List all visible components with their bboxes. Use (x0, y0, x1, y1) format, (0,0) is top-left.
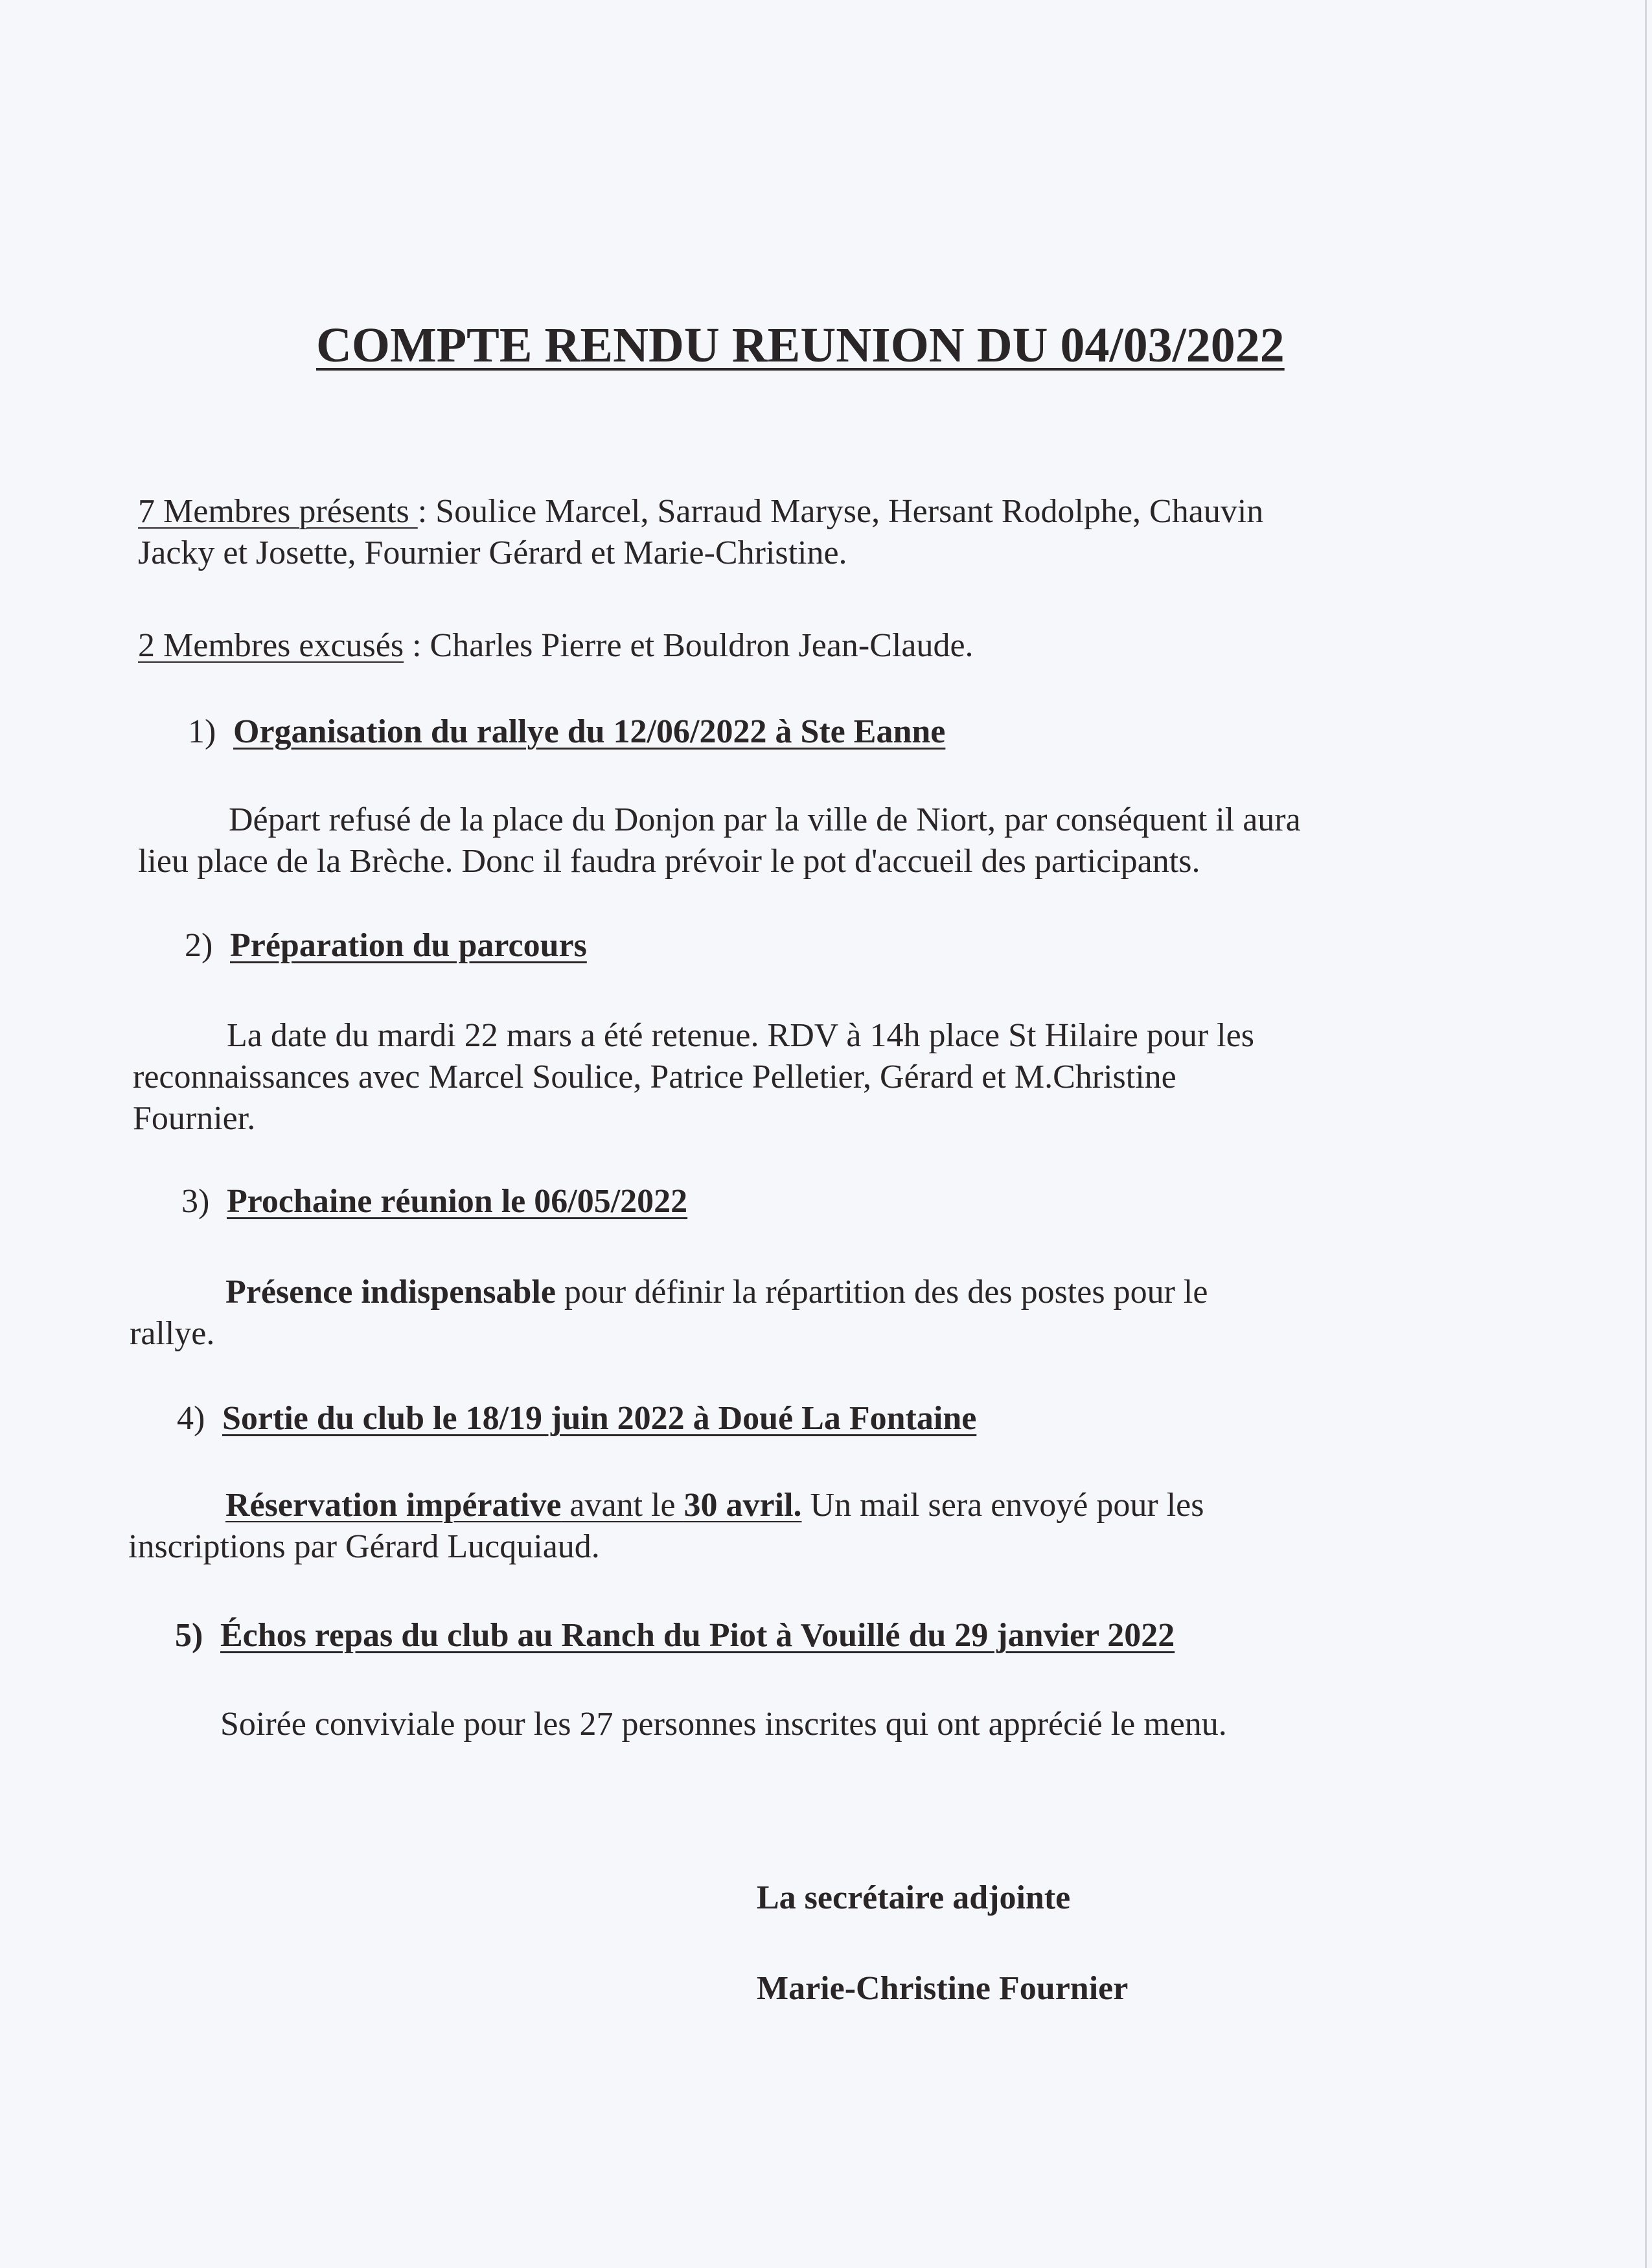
section-3-bold: Présence indispensable (225, 1274, 556, 1311)
section-1-heading (188, 713, 945, 751)
section-1-number: 1) (188, 713, 216, 750)
section-4-bold-2: 30 avril. (683, 1487, 802, 1524)
excused-label: 2 Membres excusés (138, 627, 404, 664)
excused-members (138, 625, 974, 667)
page-edge (1645, 0, 1647, 2268)
section-2-line-2: reconnaissances avec Marcel Soulice, Patrice Pelletier, Gérard et M.Christine (133, 1059, 1176, 1095)
section-4-title: Sortie du club le 18/19 juin 2022 à Doué La Fontaine (222, 1400, 977, 1437)
section-2-title: Préparation du parcours (230, 927, 587, 964)
section-4-bold-1: Réservation impérative (225, 1487, 562, 1524)
section-5-body (220, 1704, 1227, 1745)
section-4-heading (177, 1399, 976, 1438)
present-line-2: Jacky et Josette, Fournier Gérard et Marie-Christine. (138, 534, 847, 571)
section-3-title: Prochaine réunion le 06/05/2022 (227, 1183, 688, 1220)
document-title: COMPTE RENDU REUNION DU 04/03/2022 (316, 318, 1285, 372)
section-5-heading (175, 1616, 1175, 1655)
present-separator: : (417, 493, 436, 530)
present-label: 7 Membres présents (138, 493, 418, 530)
signature-name: Marie-Christine Fournier (757, 1970, 1129, 2007)
section-1-line-2: lieu place de la Brèche. Donc il faudra prévoir le pot d'accueil des participants. (138, 843, 1200, 880)
section-2-heading (185, 926, 587, 965)
section-3-line-1: pour définir la répartition des des postes pour le (555, 1274, 1208, 1311)
present-members (138, 491, 1263, 574)
section-4-line-2: inscriptions par Gérard Lucquiaud. (128, 1528, 600, 1565)
section-2-body (133, 1015, 1254, 1140)
section-3-number: 3) (181, 1183, 210, 1220)
section-4-body (128, 1485, 1204, 1568)
section-4-rest: Un mail sera envoyé pour les (801, 1487, 1204, 1524)
section-1-body (138, 799, 1301, 882)
section-3-body (130, 1272, 1208, 1355)
section-2-number: 2) (185, 927, 213, 964)
section-5-number: 5) (175, 1617, 203, 1654)
section-1-title: Organisation du rallye du 12/06/2022 à Ste Eanne (233, 713, 946, 750)
section-1-line-1: Départ refusé de la place du Donjon par la ville de Niort, par conséquent il aura (229, 801, 1301, 838)
section-5-title: Échos repas du club au Ranch du Piot à Vouillé du 29 janvier 2022 (220, 1617, 1175, 1654)
excused-text: : Charles Pierre et Bouldron Jean-Claude. (404, 627, 974, 664)
present-line-1: Soulice Marcel, Sarraud Maryse, Hersant Rodolphe, Chauvin (435, 493, 1264, 530)
section-3-heading (181, 1182, 687, 1220)
section-5-line-1: Soirée conviviale pour les 27 personnes inscrites qui ont apprécié le menu. (220, 1706, 1227, 1743)
section-4-number: 4) (177, 1400, 205, 1437)
section-2-line-3: Fournier. (133, 1100, 256, 1137)
section-4-mid: avant le (561, 1487, 684, 1524)
signature-role: La secrétaire adjointe (757, 1879, 1071, 1916)
section-3-line-2: rallye. (130, 1315, 215, 1352)
section-2-line-1: La date du mardi 22 mars a été retenue. RDV à 14h place St Hilaire pour les (227, 1017, 1254, 1054)
